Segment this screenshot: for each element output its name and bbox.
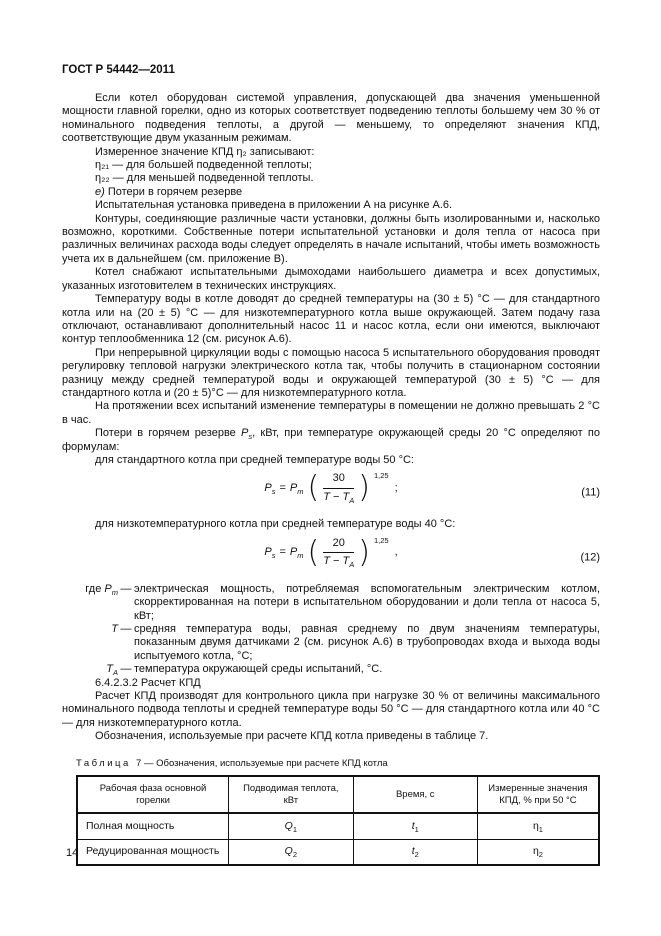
list-item-hot-standby-losses bbox=[62, 186, 600, 199]
column-header-time: Время, с bbox=[353, 776, 477, 813]
var-p-sub: s bbox=[271, 551, 276, 561]
formula-number: (11) bbox=[581, 486, 600, 499]
table-caption-text: Обозначения, используемые при расчете КПД котла bbox=[156, 757, 388, 769]
cell-time bbox=[353, 839, 477, 865]
definition-row-pm bbox=[62, 583, 600, 623]
cell-efficiency bbox=[477, 813, 599, 839]
fraction-numerator: 20 bbox=[323, 537, 354, 553]
table-row-full-rate bbox=[77, 813, 599, 839]
definitions-list bbox=[62, 583, 600, 677]
var-p-sub: s bbox=[271, 486, 276, 496]
table-header-row bbox=[77, 776, 599, 813]
paragraph-table-reference: Обозначения, используемые при расчете КПД котла приведены в таблице 7. bbox=[95, 730, 489, 743]
definition-dash: — bbox=[120, 623, 132, 635]
var-t: T bbox=[111, 623, 118, 635]
formula-12-expression: $P_s$ = $P_m$ ( $\frac{20}{T - T_A}$ ) $^{1,25}$ , bbox=[264, 534, 398, 570]
fraction-denominator bbox=[323, 553, 354, 568]
fraction-numerator: 30 bbox=[323, 472, 354, 488]
list-item-eta22: η₂₂ — для меньшей подведенной теплоты. bbox=[95, 172, 314, 185]
var-p: P bbox=[289, 481, 298, 494]
formula-punctuation: , bbox=[394, 545, 398, 558]
table-caption-word: Таблица bbox=[76, 757, 131, 769]
cell-heat-input bbox=[229, 839, 354, 865]
text-run: , кВт, при температуре окружающей среды 20 °С определяют по формулам: bbox=[62, 427, 600, 453]
list-marker: е) bbox=[95, 185, 105, 198]
definition-term bbox=[62, 663, 118, 676]
table-row-reduced-rate bbox=[77, 839, 599, 865]
table-caption-number: 7 bbox=[136, 757, 142, 769]
definitions-intro: где bbox=[85, 582, 102, 595]
cell-heat-input bbox=[229, 813, 354, 839]
var-ps-sub: s bbox=[248, 432, 253, 442]
var-eta-sub: 1 bbox=[538, 824, 543, 834]
paragraph-efficiency-calculation: Расчет КПД производят для контрольного цикла при нагрузке 30 % от величины максимального номинального подвода теплоты и средней температуре воды 50 °С — для стандартного котла или 40 °С — для низкотемпературного котла. bbox=[62, 690, 600, 729]
definition-text: электрическая мощность, потребляемая вспомогательным электрическим котлом, скорректированная на потери в испытательном оборудовании и доли тепла от насоса 5, кВт; bbox=[134, 582, 600, 622]
equals-sign: = bbox=[279, 481, 286, 494]
paragraph-water-temperature: Температуру воды в котле доводят до средней температуры на (30 ± 5) °С — для стандартного котла или на (20 ± 5) °С — для низкотемпературного котла выше окружающей. Затем подачу газа отключают, останавливают дополнительный насос 11 и насос котла, если они имеются, выключают контур теплообменника 12 (см. рисунок А.6). bbox=[62, 293, 600, 346]
symbols-table bbox=[76, 775, 600, 866]
definition-text: температура окружающей среды испытаний, °С. bbox=[134, 663, 383, 676]
formula-number: (12) bbox=[580, 551, 600, 564]
var-p: P bbox=[104, 582, 112, 595]
var-eta: η bbox=[532, 845, 539, 858]
paragraph-room-temperature: На протяжении всех испытаний изменение температуры в помещении не должно превышать 2 °С в час. bbox=[62, 400, 600, 426]
definition-term bbox=[62, 583, 118, 623]
var-t-small: t bbox=[411, 819, 415, 832]
list-item-text: Потери в горячем резерве bbox=[104, 185, 243, 198]
var-t: T bbox=[342, 490, 350, 503]
page-number: 14 bbox=[66, 847, 79, 859]
text-run: Потери в горячем резерве bbox=[95, 427, 242, 440]
var-t: T bbox=[323, 555, 330, 568]
table-caption-dash: — bbox=[143, 757, 154, 769]
paragraph-two-reduced-rates: Если котел оборудован системой управления, допускающей два значения уменьшенной мощности главной горелки, одно из которых соответствует подведению теплоты большему чем 30 % от номинального подведения теплоты, а другой — меньшему, то определяют значения КПД, соответствующие двум указанным режимам. bbox=[62, 92, 600, 145]
paragraph-standby-losses-formula-intro bbox=[62, 427, 600, 454]
definition-term bbox=[62, 623, 118, 663]
paragraph-flues: Котел снабжают испытательными дымоходами наибольшего диаметра и всех допустимых, указанных изготовителем в технических инструкциях. bbox=[62, 266, 600, 292]
var-q: Q bbox=[284, 819, 293, 832]
var-p-sub: m bbox=[111, 587, 118, 597]
var-p: P bbox=[289, 545, 298, 558]
table-caption bbox=[76, 757, 600, 770]
equals-sign: = bbox=[279, 545, 286, 558]
var-p-sub: m bbox=[297, 551, 304, 561]
fraction bbox=[323, 472, 354, 504]
fraction-denominator bbox=[323, 489, 354, 504]
formula-punctuation: ; bbox=[394, 481, 398, 494]
minus-sign: − bbox=[333, 490, 340, 503]
table-body bbox=[77, 813, 599, 865]
cell-efficiency bbox=[477, 839, 599, 865]
paragraph-lowtemp-boiler-case: для низкотемпературного котла при средней температуре воды 40 °С: bbox=[95, 518, 456, 531]
definition-row-t bbox=[62, 623, 600, 663]
var-p: P bbox=[264, 545, 272, 558]
paragraph-measured-efficiency: Измеренное значение КПД η₂ записывают: bbox=[95, 145, 315, 158]
standard-number: ГОСТ Р 54442—2011 bbox=[62, 64, 175, 76]
var-p-sub: m bbox=[297, 486, 304, 496]
column-header-heat-input: Подводимая теплота, кВт bbox=[229, 776, 354, 813]
cell-phase: Редуцированная мощность bbox=[77, 839, 229, 865]
minus-sign: − bbox=[333, 555, 340, 568]
paragraph-standard-boiler-case: для стандартного котла при средней температуре воды 50 °С: bbox=[95, 453, 414, 466]
var-t: T bbox=[323, 490, 330, 503]
var-eta: η bbox=[532, 819, 539, 832]
formula-lhs bbox=[264, 546, 275, 559]
var-q: Q bbox=[284, 845, 293, 858]
definition-dash: — bbox=[120, 663, 132, 676]
column-header-phase: Рабочая фаза основной горелки bbox=[77, 776, 229, 813]
var-t-sub: A bbox=[349, 560, 355, 570]
var-t-sub: A bbox=[349, 495, 355, 505]
fraction bbox=[323, 537, 354, 569]
var-q-sub: 2 bbox=[292, 850, 297, 860]
formula-lhs bbox=[264, 482, 275, 495]
cell-phase: Полная мощность bbox=[77, 813, 229, 839]
var-t-small-sub: 1 bbox=[414, 824, 419, 834]
column-header-efficiency: Измеренные значения КПД, % при 50 °С bbox=[477, 776, 599, 813]
definition-dash: — bbox=[120, 582, 132, 595]
var-t: T bbox=[342, 555, 350, 568]
var-t: T bbox=[106, 663, 113, 676]
paragraph-continuous-circulation: При непрерывной циркуляции воды с помощью насоса 5 испытательного оборудования проводят регулировку тепловой нагрузки электрического котла так, чтобы получить в стационарном состоянии разницу между средней температурой воды и окружающей температурой (30 ± 5) °С — для стандартного котла и (20 ± 5)°С — для низкотемпературного котла. bbox=[62, 346, 600, 399]
definition-row-ta bbox=[62, 663, 600, 676]
formula-coefficient bbox=[290, 546, 304, 559]
paragraph-test-rig: Испытательная установка приведена в приложении А на рисунке А.6. bbox=[95, 199, 453, 212]
var-t-sub: A bbox=[112, 668, 118, 678]
formula-11-expression: $P_s$ = $P_m$ ( $\frac{30}{T - T_A}$ ) $^{1,25}$ ; bbox=[264, 470, 398, 506]
var-eta-sub: 2 bbox=[538, 850, 543, 860]
clause-heading: 6.4.2.3.2 Расчет КПД bbox=[95, 676, 201, 689]
formula-11 bbox=[62, 472, 600, 514]
definition-text: средняя температура воды, равная среднему по двум значениям температуры, показанным двумя датчиками 2 (см. рисунок А.6) в трубопроводах входа и выхода воды испытуемого котла, °С; bbox=[134, 623, 600, 662]
var-q-sub: 1 bbox=[292, 824, 297, 834]
table-header bbox=[77, 776, 599, 813]
formula-coefficient bbox=[290, 482, 304, 495]
var-ps: P bbox=[241, 427, 249, 440]
var-p: P bbox=[264, 481, 272, 494]
list-item-eta21: η₂₁ — для большей подведенной теплоты; bbox=[95, 159, 312, 172]
formula-12 bbox=[62, 534, 600, 579]
var-t-small: t bbox=[411, 845, 415, 858]
page-content bbox=[62, 92, 600, 866]
var-t-small-sub: 2 bbox=[414, 850, 419, 860]
paragraph-circuits: Контуры, соединяющие различные части установки, должны быть изолированными и, насколько возможно, короткими. Собственные потери испытательной установки и доля тепла от насоса при различных величинах расхода воды следует определять в начале испытаний, чтобы иметь возможность учета их в дальнейшем (см. приложение В). bbox=[62, 212, 600, 265]
cell-time bbox=[353, 813, 477, 839]
